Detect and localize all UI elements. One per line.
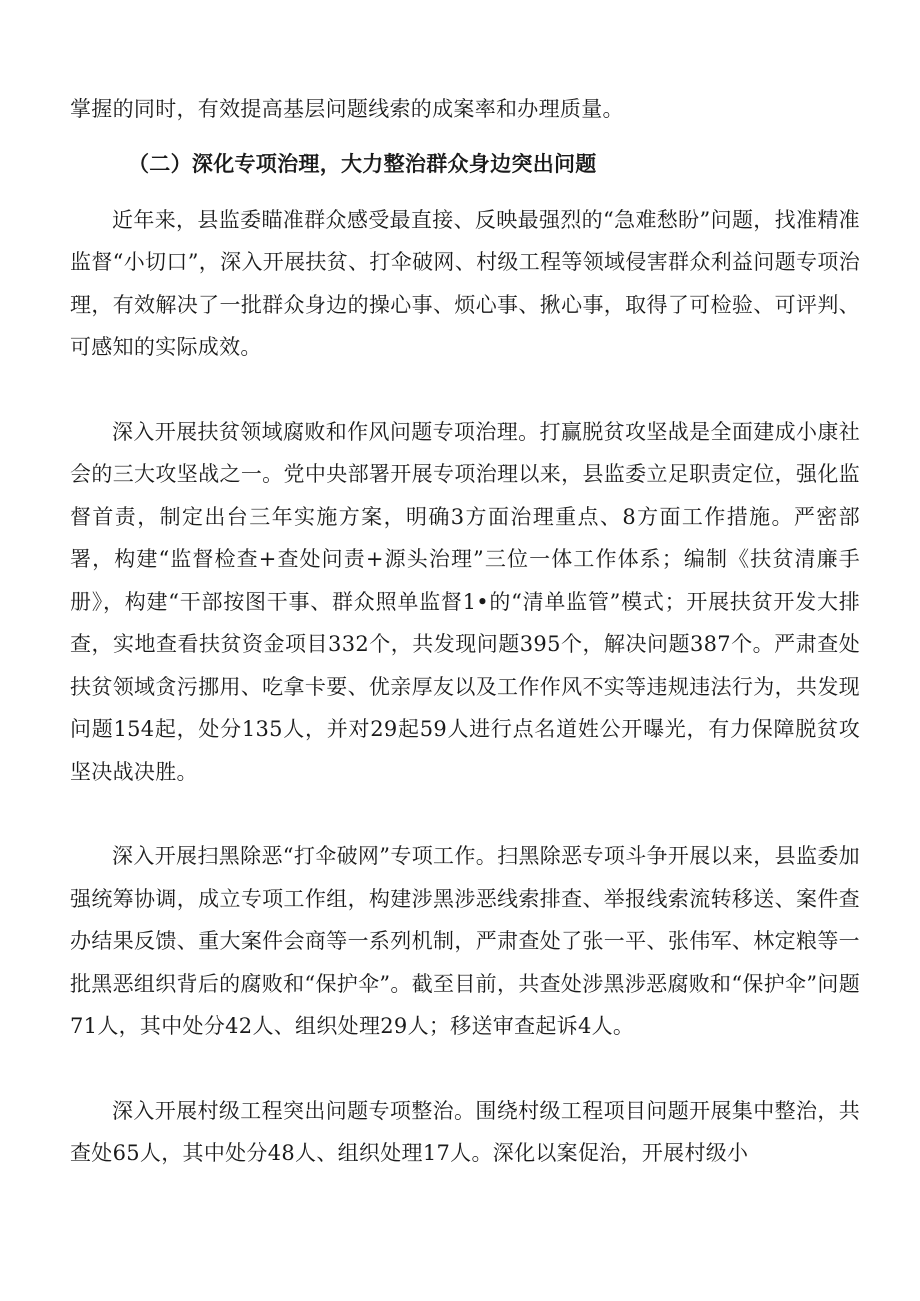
paragraph-spacer (70, 369, 860, 411)
paragraph-continuation: 掌握的同时，有效提高基层问题线索的成案率和办理质量。 (70, 97, 624, 121)
section-heading: （二）深化专项治理，大力整治群众身边突出问题 (128, 151, 597, 176)
paragraph-village-projects: 深入开展村级工程突出问题专项整治。围绕村级工程项目问题开展集中整治，共查处65人，其中处分48人、组织处理17人。深化以案促治，开展村级小 (70, 1098, 860, 1165)
paragraph-intro: 近年来，县监委瞄准群众感受最直接、反映最强烈的“急难愁盼”问题，找准精准监督“小切口”，深入开展扶贫、打伞破网、村级工程等领域侵害群众利益问题专项治理，有效解决了一批群众身边的操心事、烦心事、揪心事，取得了可检验、可评判、可感知的实际成效。 (70, 207, 860, 359)
paragraph-spacer (70, 793, 860, 835)
paragraph-spacer (70, 1048, 860, 1090)
paragraph-anti-crime: 深入开展扫黑除恶“打伞破网”专项工作。扫黑除恶专项斗争开展以来，县监委加强统筹协调，成立专项工作组，构建涉黑涉恶线索排查、举报线索流转移送、案件查办结果反馈、重大案件会商等一系列机制，严肃查处了张一平、张伟军、林定粮等一批黑恶组织背后的腐败和“保护伞”。截至目前，共查处涉黑涉恶腐败和“保护伞”问题71人，其中处分42人、组织处理29人；移送审查起诉4人。 (70, 844, 860, 1038)
document-body (70, 88, 860, 1175)
paragraph-poverty-governance: 深入开展扶贫领域腐败和作风问题专项治理。打赢脱贫攻坚战是全面建成小康社会的三大攻坚战之一。党中央部署开展专项治理以来，县监委立足职责定位，强化监督首责，制定出台三年实施方案，明确3方面治理重点、8方面工作措施。严密部署，构建“监督检查+查处问责+源头治理”三位一体工作体系；编制《扶贫清廉手册》，构建“干部按图干事、群众照单监督1•的“清单监管”模式；开展扶贫开发大排查，实地查看扶贫资金项目332个，共发现问题395个，解决问题387个。严肃查处扶贫领域贪污挪用、吃拿卡要、优亲厚友以及工作作风不实等违规违法行为，共发现问题154起，处分135人，并对29起59人进行点名道姓公开曝光，有力保障脱贫攻坚决战决胜。 (70, 419, 860, 784)
